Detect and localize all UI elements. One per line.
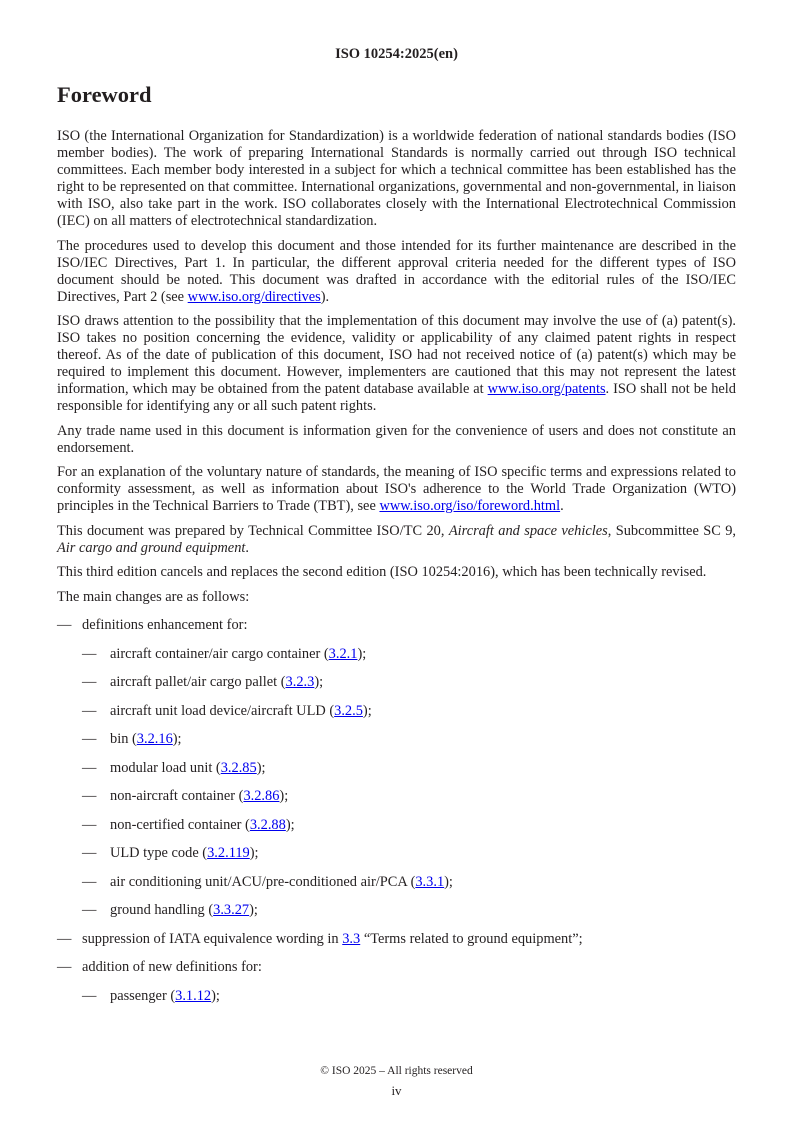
text-run: aircraft unit load device/aircraft ULD ( [110,702,335,719]
paragraph [57,589,736,606]
dash-bullet: — [82,902,97,918]
page-title: Foreword [57,82,152,107]
text-run: ). [320,288,330,305]
text-run: ); [249,902,258,918]
cross-reference-link[interactable]: 3.3.1 [415,873,445,890]
text-run: “Terms related to ground equipment”; [360,930,583,947]
text-run: Any trade name used in this document is information given for the convenience of users and does not constitute an endorsement. [57,422,736,456]
paragraph [57,238,736,306]
dash-bullet: — [82,788,97,804]
list-item [57,959,736,976]
dash-bullet: — [82,731,97,747]
dash-bullet: — [82,816,97,833]
text-run: ground handling ( [110,902,214,918]
dash-bullet: — [57,930,72,947]
text-run: modular load unit ( [110,759,221,776]
cross-reference-link[interactable]: 3.2.85 [220,759,257,776]
text-run: ULD type code ( [110,845,208,861]
paragraph [57,128,736,230]
dash-bullet: — [82,845,97,861]
text-run: ); [314,674,324,690]
paragraph [57,523,736,557]
cross-reference-link[interactable]: 3.3 [342,930,361,947]
text-run: bin ( [110,731,137,747]
list-item [82,902,736,919]
list-item [82,874,736,891]
paragraph [57,464,736,515]
list-item [82,988,736,1005]
dash-bullet: — [57,617,72,633]
list-item [82,674,736,691]
text-run: non-certified container ( [110,816,250,833]
text-run: ); [362,702,372,719]
dash-bullet: — [82,645,97,662]
dash-bullet: — [82,987,97,1004]
italic-text: Aircraft and space vehicles [448,522,608,539]
text-run: This third edition cancels and replaces the second edition (ISO 10254:2016), which has been technically revised. [57,564,707,580]
text-run: ); [357,645,367,662]
page-number: iv [391,1083,402,1098]
paragraph [57,423,736,457]
italic-text: Air cargo and ground equipment [57,539,246,556]
dash-bullet: — [82,674,97,690]
list-item [82,788,736,805]
list-item [82,845,736,862]
text-run: aircraft pallet/air cargo pallet ( [110,674,286,690]
cross-reference-link[interactable]: www.iso.org/patents [487,381,606,397]
text-run: ISO draws attention to the possibility that the implementation of this document may involve the use of (a) patent(s). ISO takes no position concerning the evidence, validity or applicability of any claimed patent rights in respect thereof. As of the date of publication of this document, ISO had not received notice of (a) patent(s) which may be required to implement this document. However, implementers are cautioned that this may not represent the latest information, which may be obtained from the patent database available at [57,313,736,397]
text-run: , Subcommittee SC 9, [607,522,736,539]
cross-reference-link[interactable]: 3.2.88 [249,816,286,833]
list-item [82,760,736,777]
text-run: This document was prepared by Technical Committee ISO/TC 20, [57,522,449,539]
cross-reference-link[interactable]: 3.1.12 [175,987,212,1004]
text-run: ); [285,816,295,833]
cross-reference-link[interactable]: 3.2.3 [285,674,315,690]
cross-reference-link[interactable]: www.iso.org/directives [187,288,321,305]
text-run: ); [211,987,220,1004]
cross-reference-link[interactable]: 3.3.27 [213,902,250,918]
list-item [82,817,736,834]
cross-reference-link[interactable]: 3.2.16 [136,731,173,747]
paragraph [57,313,736,415]
changes-list [57,617,736,1005]
text-run: ); [444,873,453,890]
text-run: ); [279,788,289,804]
dash-bullet: — [82,873,97,890]
footer-copyright: © ISO 2025 – All rights reserved [320,1065,473,1077]
text-run: ); [249,845,259,861]
cross-reference-link[interactable]: 3.2.5 [334,702,363,719]
text-run: air conditioning unit/ACU/pre-conditioned air/PCA ( [110,873,416,890]
cross-reference-link[interactable]: www.iso.org/iso/foreword.html [379,498,561,514]
text-run: aircraft container/air cargo container ( [110,645,329,662]
text-run: . [245,539,250,556]
cross-reference-link[interactable]: 3.2.1 [328,645,358,662]
cross-reference-link[interactable]: 3.2.119 [207,845,250,861]
list-item [57,931,736,948]
text-run: The procedures used to develop this document and those intended for its further maintenance are described in the ISO/IEC Directives, Part 1. In particular, the different approval criteria needed for the different types of ISO document should be noted. This document was drafted in accordance with the editorial rules of the ISO/IEC Directives, Part 2 (see [57,237,736,305]
text-run: The main changes are as follows: [57,588,250,605]
document-body [57,128,736,1016]
text-run: ); [256,759,266,776]
text-run: ); [172,731,182,747]
text-run: passenger ( [110,987,176,1004]
text-run: suppression of IATA equivalence wording in [82,930,343,947]
text-run: addition of new definitions for: [82,959,262,975]
text-run: . ISO shall not be held responsible for identifying any or all such patent rights. [57,381,737,414]
text-run: For an explanation of the voluntary nature of standards, the meaning of ISO specific terms and expressions related to conformity assessment, as well as information about ISO's adherence to the World Trade Organization (WTO) principles in the Technical Barriers to Trade (TBT), see [57,464,736,514]
foreword-paragraphs [57,128,736,606]
list-item [82,646,736,663]
text-run: non-aircraft container ( [110,788,244,804]
cross-reference-link[interactable]: 3.2.86 [243,788,280,804]
text-run: definitions enhancement for: [82,617,248,633]
dash-bullet: — [82,759,97,776]
text-run: ISO (the International Organization for Standardization) is a worldwide federation of national standards bodies (ISO member bodies). The work of preparing International Standards is normally carried out through ISO technical committees. Each member body interested in a subject for which a technical committee has been established has the right to be represented on that committee. International organizations, governmental and non-governmental, in liaison with ISO, also take part in the work. ISO collaborates closely with the International Electrotechnical Commission (IEC) on all matters of electrotechnical standardization. [57,128,736,229]
dash-bullet: — [82,702,97,719]
dash-bullet: — [57,959,72,975]
list-item [82,731,736,748]
text-run: . [560,498,564,514]
paragraph [57,564,736,581]
list-item [57,617,736,634]
list-item [82,703,736,720]
document-header: ISO 10254:2025(en) [335,46,458,62]
